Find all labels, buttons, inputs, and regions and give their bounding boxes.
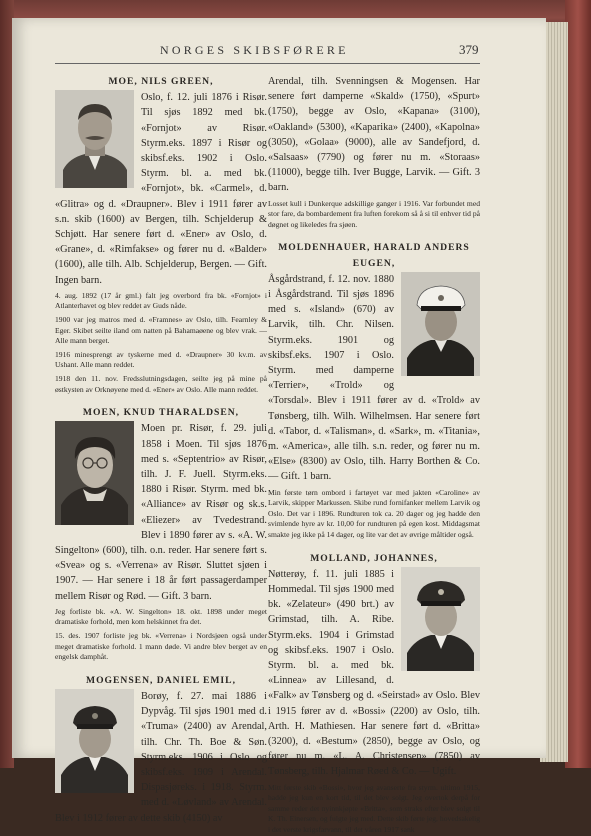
portrait-photo bbox=[55, 90, 134, 188]
entry-note: Jeg forliste bk. «A. W. Singelton» 18. okt. 1898 under meget dramatiske forhold, men kom helskinnet fra det. bbox=[55, 606, 267, 627]
entry-text: Borøy, f. 27. mai 1886 i Dypvåg. Til sjøs 1901 med d. «Truma» (2400) av Arendal, tilh. Chr. Th. Boe & Søn. Styrm.eks. 1906 i Oslo og skibsf.eks. 1909 i Arendal. Dispasjøreks. i 1918. Styrm. med d. «Løvland» av Arendal. Blev i 1912 fører av dette skib (4150) av bbox=[55, 691, 267, 824]
entry-mogensen-continued bbox=[268, 74, 480, 230]
entry-text: Arendal, tilh. Svenningsen & Mogensen. Har senere ført damperne «Skald» (1750), «Spurt» (1750), begge av Oslo, «Kapana» (3100), «Oakland» (5300), «Kaparika» (2400), «Kapolna» (3050), «Golaa» (9000), alle av Sandefjord, d. «Salsaas» (7790) og fører nu m. «Storaas» (11000), begge tilh. Iver Bugge, Larvik. — Gift. 3 barn. bbox=[268, 76, 480, 194]
running-head: NORGES SKIBSFØRERE bbox=[160, 43, 349, 57]
page-number: 379 bbox=[459, 42, 479, 57]
entry-note: Losset kull i Dunkerque adskillige ganger i 1916. Var forbundet med stor fare, da bombardement fra luften forekom så å si til enhver tid på døgnet og likeledes fra sjøen. bbox=[268, 198, 480, 229]
entry-moe bbox=[55, 74, 267, 395]
entry-molland bbox=[268, 551, 480, 836]
portrait-photo bbox=[401, 272, 480, 376]
entry-text: Åsgårdstrand, f. 12. nov. 1880 i Åsgårdstrand. Til sjøs 1896 med s. «Island» (670) av Larvik, tilh. Chr. Nilsen. Styrm.eks. 1901 og skibsf.eks. 1907 i Oslo. Styrm. med damperne «Terrier», «Trold» og «Torsdal». Blev i 1911 fører av d. «Trold» av Tønsberg, tilh. Wilh. Wilhelmsen. Har senere ført d. «Tabor, d. «Talisman», d. «Sark», m. «Titania», m. «America», alle tilh. s.n. reder, og fører nu m. «Else» (8300) av Oslo, tilh. Harry Borthen & Co. — Gift. 1 barn. bbox=[268, 273, 480, 483]
entry-note: Min første tørn ombord i fartøyet var med jakten «Caroline» av Larvik, skipper Markussen. Skibe rund fornifanker mellem Larvik og Oslo. Det var i 1896. Rundturen tok ca. 20 dager og jeg hadde den svimlende hyre av kr. 10,00 for rundturen på egen kost. Middagsmat smakte jeg ikke på 14 dager, og lite var det av øvrige måltider også. bbox=[268, 487, 480, 540]
header-rule bbox=[55, 63, 480, 64]
entry-note: 15. des. 1907 forliste jeg bk. «Verrena» i Nordsjøen også under meget dramatiske forhold. 1 mann døde. Vi andre blev berget av en engelsk damphåt. bbox=[55, 631, 267, 662]
entry-heading: MOE, NILS GREEN, bbox=[108, 76, 214, 87]
entry-heading: MOEN, KNUD THARALDSEN, bbox=[82, 407, 240, 419]
entry-text: Moen pr. Risør, f. 29. juli 1858 i Moen. Til sjøs 1876 med s. «Septentrio» av Risør, tilh. J. F. Juell. Styrm.eks. 1880 i Risør. Styrm. med bk. «Alliance» av Risør og sk.s. «Eliezer» av Tvedestrand. Blev i 1890 fører av s. «A. W. Singelton» (600), tilh. o.n. reder. Har senere ført s. «Svea» og s. «Verrena» av Risør. Sluttet sjøen i 1907. — Har senere i 18 år ført passagerdamper mellem Risør og Rød. — Gift. 3 barn. bbox=[55, 423, 267, 602]
left-column bbox=[55, 74, 267, 826]
entry-heading: MOGENSEN, DANIEL EMIL, bbox=[86, 674, 236, 686]
entry-text: Oslo, f. 12. juli 1876 i Risør. Til sjøs 1892 med bk. «Fornjot» av Risør. Styrm.eks. 1897 i Risør og skibsf.eks. 1902 i Oslo. Styrm. bl. a. med bk. «Fornjot», bk. «Carmel», d. «Glitra» og d. «Draupner». Blev i 1911 fører av s.n. skib (1600) av Bergen, tilh. Schjelderup & Schjøtt. Har senere ført d. «Ener» av Oslo, d. «Grane», d. «Rimfakse» og fører nu d. «Balder» (1600), alle tilh. Alb. Schjelderup, Bergen. — Gift. Ingen barn. bbox=[55, 92, 267, 286]
right-column bbox=[268, 74, 480, 836]
entry-heading: MOLDENHAUER, HARALD ANDERS EUGEN, bbox=[278, 242, 470, 269]
entry-moen bbox=[55, 405, 267, 663]
entry-text: Nøtterøy, f. 11. juli 1885 i Hommedal. Til sjøs 1900 med bk. «Zelateur» (490 brt.) av Grimstad, tilh. A. Ribe. Styrm.eks. 1904 i Grimstad og skibsf.eks. 1907 i Oslo. Styrm. bl. a. med bk. «Linnea» av Lillesand, d. «Falk» av Tønsberg og d. «Seirstad» av Oslo. Blev i 1915 fører av d. «Bossi» (2200) av Oslo, tilh. Arth. H. Mathiesen. Har senere ført d. «Britta» (3200), d. «Bestum» (2850), begge av Oslo, og fører nu m. «L. A. Christensen» (7850) av Tønsberg, tilh. Hjalmar Røed & Co. — Ugift. bbox=[268, 568, 480, 778]
entry-heading: MOLLAND, JOHANNES, bbox=[310, 552, 438, 564]
portrait-photo bbox=[55, 689, 134, 793]
portrait-photo bbox=[55, 421, 134, 525]
portrait-photo bbox=[401, 567, 480, 671]
entry-note: 1918 den 11. nov. Fredsslutningsdagen, seilte jeg på mine på østkysten av Orknøyene med d. «Ener» av Oslo. Alle mann reddet. bbox=[55, 374, 267, 394]
book-cover-right bbox=[565, 0, 591, 768]
entry-note: 1900 var jeg matros med d. «Framnes» av Oslo, tilh. Fearnley & Eger. Skibet seilte iland om natten på Bahamaøene og blev vrak. — Alle mann berget. bbox=[55, 315, 267, 346]
entry-mogensen bbox=[55, 673, 267, 826]
entry-moldenhauer bbox=[268, 240, 480, 540]
entry-note: 1916 minesprengt av tyskerne med d. «Draupner» 30 kv.m. av Ushant. Alle mann reddet. bbox=[55, 349, 267, 370]
entry-note: Mitt første skib «Bossi», hvor jeg avanserte fra styrm. ultimo 1915, hadde jeg kun en kort tid, til det blev solgt. Jeg overtok derpå for samme reder det nyinnkjøpte «Britta», som straks efter blev solgt til K. Th. Einersen, og fulgte jeg med. Dette skib førte jeg, hovedsakelig i det verste krigsfarvann, til det våren 1917 sank bbox=[268, 782, 480, 835]
entry-note: 4. aug. 1892 (17 år gml.) falt jeg overbord fra bk. «Fornjot» i Atlanterhavet og blev reddet av Guds nåde. bbox=[55, 290, 267, 311]
